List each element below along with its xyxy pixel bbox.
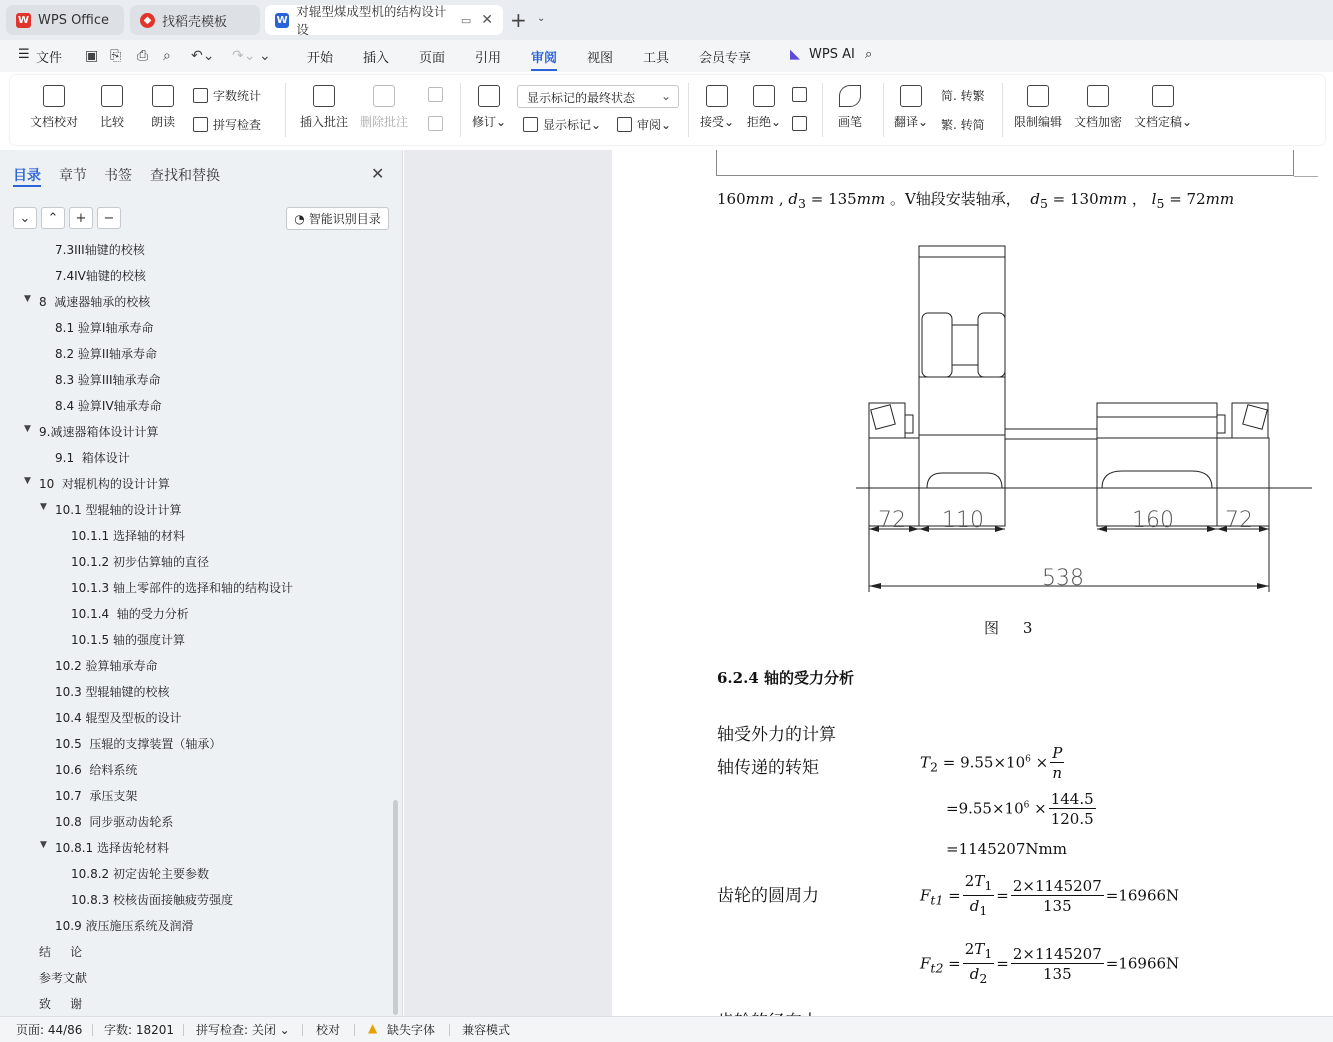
show-marks-label: 显示标记⌄ [543, 118, 602, 132]
accept-label: 接受⌄ [700, 115, 735, 129]
status-bar [0, 1016, 1333, 1042]
redo-icon[interactable]: ↷⌄ [232, 48, 256, 64]
finalize-label: 文档定稿⌄ [1134, 115, 1193, 129]
screen-icon[interactable]: ▭ [460, 13, 472, 27]
toc-item[interactable] [71, 865, 209, 882]
revise-button[interactable] [472, 85, 506, 130]
toc-item-label: 10.7 承压支架 [55, 789, 138, 803]
separator [883, 83, 884, 137]
proof-indicator[interactable]: 校对 [316, 1023, 341, 1037]
insert-comment-button[interactable] [300, 85, 348, 130]
spell-check-button[interactable] [193, 116, 261, 133]
next-change-icon[interactable] [792, 116, 812, 131]
tab-label: 找稻壳模板 [162, 14, 228, 30]
pen-icon [839, 85, 861, 107]
toc-scrollbar[interactable] [393, 800, 398, 1015]
toc-item-label: 10.3 型辊轴键的校核 [55, 685, 170, 699]
toc-item[interactable] [24, 423, 159, 440]
revise-icon [478, 85, 500, 107]
toc-item-label: 10.8.1 选择齿轮材料 [55, 841, 169, 855]
menu-view[interactable]: 视图 [587, 51, 614, 66]
toc-item[interactable] [24, 475, 170, 492]
toc-item[interactable] [55, 267, 146, 284]
restrict-edit-label: 限制编辑 [1014, 115, 1063, 129]
toc-item-label: 10.1.5 轴的强度计算 [71, 633, 185, 647]
add-heading-button[interactable]: + [69, 207, 93, 229]
toc-item-label: 9.减速器箱体设计计算 [39, 425, 159, 439]
markup-state-select[interactable] [517, 85, 679, 108]
to-simplified-button[interactable] [941, 116, 985, 133]
title-tab-bar [0, 0, 1333, 40]
toc-item-label: 10 对辊机构的设计计算 [39, 477, 170, 491]
toc-item[interactable] [55, 917, 194, 934]
encrypt-button[interactable] [1074, 85, 1122, 130]
new-tab-icon[interactable]: + [510, 8, 527, 32]
close-pane-icon[interactable]: ✕ [371, 164, 385, 183]
paragraph-torque: 轴传递的转矩 [717, 758, 819, 778]
expand-arrow-icon[interactable]: ▼ [40, 502, 47, 512]
torque-formula: $T_2 = 9.55\times 10^6$ × $\frac{P}{n}$ [920, 744, 1063, 782]
accept-icon [706, 85, 728, 107]
tab-label: 对辊型煤成型机的结构设计 设 [296, 4, 447, 37]
toc-item-label: 10.4 辊型及型板的设计 [55, 711, 182, 725]
doc-check-label: 文档校对 [30, 115, 79, 129]
review-ribbon [10, 75, 1325, 145]
pen-label: 画笔 [838, 115, 863, 129]
toc-item[interactable] [55, 241, 145, 258]
review-pane-button[interactable] [617, 116, 671, 133]
remove-heading-button[interactable]: − [97, 207, 121, 229]
menu-review[interactable]: 审阅 [531, 51, 558, 66]
warning-icon: ▲ [368, 1021, 378, 1035]
toc-item[interactable] [39, 943, 82, 960]
undo-icon[interactable]: ↶⌄ [191, 48, 215, 64]
finalize-button[interactable] [1134, 85, 1192, 130]
tab-template[interactable] [130, 5, 260, 35]
reject-button[interactable] [747, 85, 781, 130]
wps-ai-icon[interactable]: ◣ [790, 47, 800, 62]
menu-page[interactable]: 页面 [419, 51, 446, 66]
save-icon[interactable]: ▣ [85, 48, 99, 64]
toc-item[interactable] [71, 631, 185, 648]
delete-comment-button[interactable] [360, 85, 408, 130]
spell-check-icon [193, 117, 208, 132]
toc-item-label: 8.4 验算IV轴承寿命 [55, 399, 162, 413]
toc-item[interactable] [55, 735, 221, 752]
revise-label: 修订⌄ [472, 115, 507, 129]
toc-item[interactable] [55, 657, 158, 674]
delete-comment-label: 删除批注 [360, 115, 409, 129]
smart-toc-label: 智能识别目录 [308, 212, 381, 226]
document-page [612, 150, 1333, 1016]
prev-comment-icon[interactable] [428, 87, 448, 102]
print-preview-icon[interactable]: ⌕ [163, 48, 171, 64]
toc-item-label: 10.8.2 初定齿轮主要参数 [71, 867, 209, 881]
compare-icon [101, 85, 123, 107]
toc-item[interactable] [71, 553, 209, 570]
to-simplified-label: 繁. 转简 [941, 118, 985, 132]
toc-item-label: 10.8.3 校核齿面接触疲劳强度 [71, 893, 233, 907]
toc-item[interactable] [40, 501, 182, 518]
chevron-down-icon: ⌄ [660, 89, 671, 103]
toc-item-label: 10.6 给料系统 [55, 763, 138, 777]
toc-list [0, 242, 395, 1012]
toc-item[interactable] [24, 293, 151, 310]
toc-item-label: 10.5 压辊的支撑装置（轴承） [55, 737, 222, 751]
doc-check-icon [43, 85, 65, 107]
torque-formula-2: $=9.55\times 10^6$ × $\frac{144.5}{120.5}$ [946, 790, 1094, 828]
toc-item-label: 8 减速器轴承的校核 [39, 295, 151, 309]
dim-label-72-left: 72 [878, 508, 906, 533]
accept-button[interactable] [700, 85, 734, 130]
toc-item[interactable] [55, 345, 157, 362]
tab-document[interactable] [265, 5, 503, 35]
separator [1002, 83, 1003, 137]
toc-item-label: 10.8 同步驱动齿轮系 [55, 815, 174, 829]
toc-item-label: 9.1 箱体设计 [55, 451, 130, 465]
spell-check-toggle[interactable]: 拼写检查: 关闭 ⌄ [196, 1023, 290, 1037]
toc-item[interactable] [55, 397, 162, 414]
compare-button[interactable] [100, 85, 124, 130]
encrypt-label: 文档加密 [1074, 115, 1123, 129]
restrict-edit-button[interactable] [1014, 85, 1062, 130]
document-margin-area [404, 150, 612, 1016]
close-tab-icon[interactable]: ✕ [481, 12, 493, 28]
compare-label: 比较 [100, 115, 125, 129]
dim-value: 160 [717, 190, 746, 208]
separator [688, 83, 689, 137]
tab-label: WPS Office [38, 12, 110, 28]
word-count-icon [193, 88, 208, 103]
toc-item-label: 参考文献 [39, 971, 88, 985]
menu-file[interactable]: 文件 [36, 51, 63, 66]
active-menu-underline [531, 69, 557, 71]
toc-item[interactable] [39, 969, 87, 986]
expand-arrow-icon[interactable]: ▼ [24, 424, 31, 434]
pen-button[interactable] [838, 85, 862, 130]
dim-label-110: 110 [942, 508, 984, 533]
separator [822, 83, 823, 137]
doc-check-button[interactable] [30, 85, 78, 130]
chevron-down-icon[interactable]: ⌄ [537, 13, 546, 24]
nav-tab-find-replace[interactable]: 查找和替换 [150, 168, 220, 184]
prev-change-icon[interactable] [792, 87, 812, 102]
dim-label-160: 160 [1132, 508, 1174, 533]
delete-comment-icon [373, 85, 395, 107]
menu-wps-ai[interactable]: WPS AI [809, 47, 855, 62]
toc-item-label: 结 论 [39, 945, 83, 959]
review-pane-icon [617, 117, 632, 132]
menu-vip[interactable]: 会员专享 [699, 51, 752, 66]
menu-bar [0, 40, 1333, 72]
dim-label-72-right: 72 [1225, 508, 1253, 533]
expand-arrow-icon[interactable]: ▼ [24, 476, 31, 486]
read-aloud-icon [152, 85, 174, 107]
toc-item-label: 8.3 验算III轴承寿命 [55, 373, 161, 387]
separator [460, 83, 461, 137]
toc-item-label: 7.3III轴键的校核 [55, 243, 145, 257]
toc-item-label: 10.1.4 轴的受力分析 [71, 607, 189, 621]
markup-state-value: 显示标记的最终状态 [527, 91, 636, 105]
toc-item-label: 8.2 验算II轴承寿命 [55, 347, 157, 361]
menu-reference[interactable]: 引用 [475, 51, 502, 66]
word-count-button[interactable] [193, 87, 261, 104]
collapse-all-button[interactable]: ⌄ [13, 207, 37, 229]
to-traditional-button[interactable] [941, 87, 985, 104]
toc-item-label: 10.1.3 轴上零部件的选择和轴的结构设计 [71, 581, 293, 595]
toc-item-label: 10.2 验算轴承寿命 [55, 659, 158, 673]
nav-tab-chapter[interactable]: 章节 [59, 168, 87, 184]
show-marks-icon [523, 117, 538, 132]
word-count-indicator[interactable]: 字数: 18201 [104, 1023, 175, 1037]
toc-item[interactable] [39, 995, 82, 1012]
toc-item[interactable] [55, 371, 161, 388]
compat-mode-indicator[interactable]: 兼容模式 [462, 1023, 511, 1037]
wps-logo-icon: W [17, 14, 30, 26]
insert-comment-icon [313, 85, 335, 107]
toc-item-label: 10.1 型辊轴的设计计算 [55, 503, 182, 517]
nav-tab-bookmark[interactable]: 书签 [104, 168, 132, 184]
toc-item-label: 10.1.2 初步估算轴的直径 [71, 555, 209, 569]
toc-item[interactable] [55, 787, 137, 804]
toc-item-label: 10.1.1 选择轴的材料 [71, 529, 185, 543]
translate-label: 翻译⌄ [894, 115, 929, 129]
toc-item[interactable] [55, 449, 130, 466]
insert-comment-label: 插入批注 [300, 115, 349, 129]
hamburger-icon[interactable]: ☰ [18, 47, 30, 62]
expand-arrow-icon[interactable]: ▼ [24, 294, 31, 304]
nav-active-underline [13, 185, 41, 187]
expand-arrow-icon[interactable]: ▼ [40, 840, 47, 850]
finalize-icon [1152, 85, 1174, 107]
translate-icon [900, 85, 922, 107]
page-corner-mark [1294, 176, 1318, 177]
table-border [716, 150, 1294, 176]
toc-item[interactable] [55, 319, 153, 336]
toc-item[interactable] [71, 605, 189, 622]
search-icon[interactable]: ⌕ [865, 47, 873, 62]
shaft-dim-line: 160mm , $d_3 = 135mm$ 。V轴段安装轴承， $d_5 = 130mm$ ， $l_5 = 72mm$ [717, 190, 1235, 211]
smart-toc-icon: ◔ [294, 211, 305, 226]
read-aloud-button[interactable] [151, 85, 175, 130]
smart-toc-button[interactable] [286, 207, 389, 230]
toc-item[interactable] [40, 839, 169, 856]
encrypt-icon [1087, 85, 1109, 107]
review-pane-label: 审阅⌄ [637, 118, 672, 132]
toc-item[interactable] [71, 579, 293, 596]
paragraph-circumferential-force: 齿轮的圆周力 [717, 886, 819, 906]
menu-insert[interactable]: 插入 [363, 51, 390, 66]
lock-doc-icon [1027, 85, 1049, 107]
expand-up-button[interactable]: ⌃ [41, 207, 65, 229]
reject-label: 拒绝⌄ [747, 115, 782, 129]
dim-label-538: 538 [1042, 566, 1084, 591]
bearing-text: 。V轴段安装轴承， [889, 190, 1021, 208]
more-chevron-icon[interactable]: ⌄ [259, 48, 271, 64]
toc-item[interactable] [55, 683, 170, 700]
toc-item-label: 8.1 验算I轴承寿命 [55, 321, 154, 335]
show-marks-button[interactable] [523, 116, 601, 133]
section-heading: 6.2.4 轴的受力分析 [717, 669, 854, 687]
print-icon[interactable]: ⎙ [137, 48, 149, 64]
spell-check-label: 拼写检查 [213, 118, 262, 132]
menu-tools[interactable]: 工具 [643, 51, 670, 66]
translate-button[interactable] [894, 85, 928, 130]
toc-item-label: 致 谢 [39, 997, 83, 1011]
to-traditional-label: 简. 转繁 [941, 89, 985, 103]
toc-item-label: 7.4IV轴键的校核 [55, 269, 146, 283]
toc-item[interactable] [55, 761, 137, 778]
read-aloud-label: 朗读 [151, 115, 176, 129]
figure-caption: 图 3 [984, 619, 1033, 637]
toc-item[interactable] [71, 891, 233, 908]
missing-font-indicator[interactable]: 缺失字体 [387, 1023, 436, 1037]
toc-item[interactable] [71, 527, 185, 544]
reject-icon [753, 85, 775, 107]
toc-item[interactable] [55, 813, 173, 830]
word-count-label: 字数统计 [213, 89, 262, 103]
next-comment-icon[interactable] [428, 116, 448, 131]
menu-home[interactable]: 开始 [307, 51, 334, 66]
navigation-pane [0, 150, 403, 1016]
tab-wps-office[interactable] [6, 5, 124, 35]
docer-logo-icon: ◆ [140, 13, 155, 28]
shaft-drawing [612, 235, 1333, 695]
word-doc-icon: W [276, 14, 288, 26]
paragraph-external-force: 轴受外力的计算 [717, 725, 836, 745]
page-indicator[interactable]: 页面: 44/86 [16, 1023, 83, 1037]
toc-item-label: 10.9 液压施压系统及润滑 [55, 919, 194, 933]
force-formula-2: $F_{t2}$ = $\frac{2T_1}{d_2}$ = $\frac{2\times 1145207}{135}$ =16966N [920, 940, 1180, 986]
export-icon[interactable]: ⎘ [110, 48, 122, 64]
toc-item[interactable] [55, 709, 182, 726]
separator [285, 83, 286, 137]
nav-tab-toc[interactable]: 目录 [13, 168, 41, 184]
torque-result: =1145207Nmm [946, 840, 1067, 858]
force-formula-1: $F_{t1}$ = $\frac{2T_1}{d_1}$ = $\frac{2\times 1145207}{135}$ =16966N [920, 872, 1180, 918]
